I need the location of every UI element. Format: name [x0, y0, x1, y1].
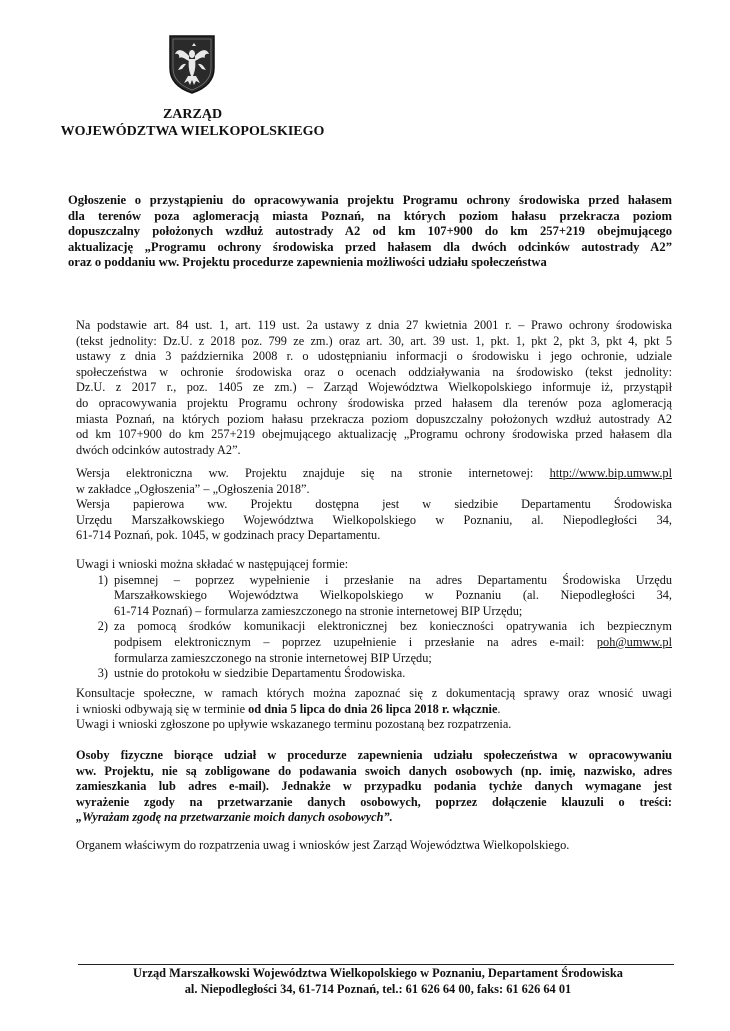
- email-instruction: podpisem elektronicznym – poprzez uzupełnienie i przesłanie na adres e-mail:: [114, 634, 585, 649]
- paragraph-line: dwóch odcinków autostrady A2”.: [76, 442, 241, 457]
- list-number: 1): [97, 572, 108, 587]
- paragraph-line: [76, 466, 672, 482]
- bip-website-link[interactable]: http://www.bip.umww.pl: [549, 466, 672, 480]
- paragraph-line: (tekst jednolity: Dz.U. z 2018 poz. 799 ze zm.) oraz art. 30, art. 39 ust. 1, pkt. 1, pkt 2, pkt 3, pkt 4, pkt 5: [76, 333, 672, 348]
- issuer-heading: [60, 106, 325, 140]
- dates-suffix: .: [497, 701, 501, 716]
- paragraph-line: 61-714 Poznań, pok. 1045, w godzinach pracy Departamentu.: [76, 528, 381, 543]
- legal-basis-paragraph: [76, 318, 672, 458]
- list-item: [76, 573, 672, 620]
- title-line: oraz o poddaniu ww. Projektu procedurze zapewnienia możliwości udziału społeczeństwa: [68, 255, 547, 269]
- issuer-line-1: ZARZĄD: [162, 107, 223, 122]
- title-line: dopuszczalny położonych wzdłuż autostrady A2 od km 107+900 do km 257+219 obejmującego: [68, 224, 672, 238]
- paragraph-line: ww. Projektu, nie są zobligowane do podawania swoich danych osobowych (np. imię, nazwisko, adres: [76, 763, 672, 778]
- list-item: [76, 666, 672, 682]
- list-number: 2): [97, 619, 108, 634]
- paragraph-line: do opracowywania projektu Programu ochrony środowiska przed hałasem dla terenów poza aglomeracją: [76, 395, 672, 410]
- list-item: [76, 619, 672, 666]
- consent-clause: „Wyrażam zgodę na przetwarzanie moich danych osobowych”.: [76, 810, 393, 825]
- announcement-title: [68, 193, 672, 271]
- paragraph-line: społeczeństwa w ochronie środowiska oraz o ocenach oddziaływania na środowisko (tekst jednolity:: [76, 364, 672, 379]
- late-submissions-note: Uwagi i wnioski zgłoszone po upływie wskazanego terminu pozostaną bez rozpatrzenia.: [76, 717, 512, 732]
- availability-paragraph: [76, 466, 672, 544]
- list-item-line: [114, 635, 672, 651]
- paragraph-line: od km 107+900 do km 257+219 obejmującego aktualizację „Programu ochrony środowiska przed hałasem dla: [76, 427, 672, 442]
- paragraph-line: Osoby fizyczne biorące udział w procedurze zapewnienia udziału społeczeństwa w opracowywaniu: [76, 748, 672, 762]
- footer-contact: al. Niepodległości 34, 61-714 Poznań, tel.: 61 626 64 00, faks: 61 626 64 01: [184, 981, 572, 996]
- submission-methods: [76, 557, 672, 682]
- consultation-dates: [76, 702, 672, 718]
- paragraph-line: Urzędu Marszałkowskiego Województwa Wielkopolskiego w Poznaniu, al. Niepodległości 34,: [76, 512, 672, 527]
- competent-authority: Organem właściwym do rozpatrzenia uwag i wniosków jest Zarząd Województwa Wielkopolskiego.: [76, 838, 570, 852]
- issuer-line-2: WOJEWÓDZTWA WIELKOPOLSKIEGO: [60, 124, 325, 139]
- paragraph-line: ustawy z dnia 3 października 2008 r. o udostępnianiu informacji o środowisku i jego ochronie, udziale: [76, 349, 672, 364]
- title-line: aktualizację „Programu ochrony środowiska przed hałasem dla dwóch odcinków autostrady A2”: [68, 239, 672, 254]
- personal-data-paragraph: [76, 748, 672, 826]
- footer-divider: [78, 964, 674, 965]
- list-item-line: 61-714 Poznań) – formularza zamieszczonego na stronie internetowej BIP Urzędu;: [114, 603, 523, 618]
- list-item-line: Marszałkowskiego Województwa Wielkopolskiego w Poznaniu (al. Niepodległości 34,: [114, 588, 672, 603]
- consultation-paragraph: [76, 686, 672, 733]
- paragraph-line: Dz.U. z 2017 r., poz. 1405 ze zm.) – Zarząd Województwa Wielkopolskiego informuje iż, przystąpił: [76, 380, 672, 395]
- coat-of-arms-icon: [168, 34, 216, 94]
- list-item-line: ustnie do protokołu w siedzibie Departamentu Środowiska.: [114, 666, 406, 681]
- submission-intro: Uwagi i wnioski można składać w następującej formie:: [76, 557, 349, 571]
- list-item-line: formularza zamieszczonego na stronie internetowej BIP Urzędu;: [114, 650, 432, 665]
- dates-prefix: i wnioski odbywają się w terminie: [76, 701, 246, 716]
- list-number: 3): [97, 666, 108, 681]
- consent-clause-line: [76, 810, 672, 826]
- paragraph-line: Na podstawie art. 84 ust. 1, art. 119 ust. 2a ustawy z dnia 27 kwietnia 2001 r. – Prawo ochrony środowiska: [76, 318, 672, 332]
- title-line: Ogłoszenie o przystąpieniu do opracowywania projektu Programu ochrony środowiska przed hałasem: [68, 193, 672, 207]
- title-line: dla terenów poza aglomeracją miasta Poznań, na których poziom hałasu przekracza poziom: [68, 208, 672, 223]
- list-item-line: pisemnej – poprzez wypełnienie i przesłanie na adres Departamentu Środowiska Urzędu: [114, 572, 672, 587]
- bip-tab-path: w zakładce „Ogłoszenia” – „Ogłoszenia 2018”.: [76, 481, 310, 496]
- paragraph-line: Konsultacje społeczne, w ramach których można zapoznać się z dokumentacją sprawy oraz wnosić uwagi: [76, 686, 672, 700]
- paragraph-line: wyrażenie zgody na przetwarzanie danych osobowych, poprzez dołączenie klauzuli o treści:: [76, 794, 672, 809]
- footer: [80, 966, 676, 997]
- footer-office: Urząd Marszałkowski Województwa Wielkopolskiego w Poznaniu, Departament Środowiska: [133, 966, 623, 980]
- paragraph-line: zamieszkania lub adres e-mail). Jednakże w przypadku podania tychże danych wymagane jest: [76, 779, 672, 794]
- paragraph-line: Wersja papierowa ww. Projektu dostępna jest w siedzibie Departamentu Środowiska: [76, 497, 672, 512]
- electronic-version-text: Wersja elektroniczna ww. Projektu znajduje się na stronie internetowej:: [76, 466, 534, 480]
- consultation-period: od dnia 5 lipca do dnia 26 lipca 2018 r. włącznie: [248, 701, 498, 716]
- list-item-line: za pomocą środków komunikacji elektronicznej bez konieczności opatrywania ich bezpiecznym: [114, 619, 672, 634]
- email-link[interactable]: poh@umww.pl: [596, 634, 672, 649]
- paragraph-line: miasta Poznań, na których poziom hałasu przekracza poziom dopuszczalny położonych wzdłuż autostrady A2: [76, 411, 672, 426]
